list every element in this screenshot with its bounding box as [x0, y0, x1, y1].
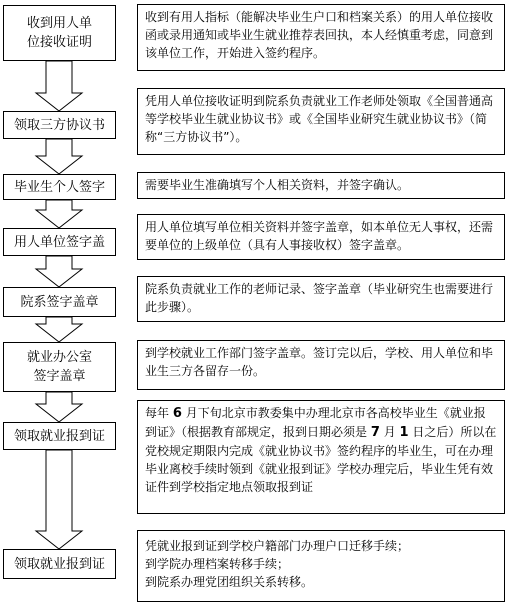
- flow-arrow-down-4: [36, 256, 82, 287]
- flow-arrow-down-3: [36, 200, 82, 228]
- flow-arrow-down-1: [36, 61, 82, 111]
- description-line: 到学院办理档案转移手续；: [145, 557, 290, 571]
- description-text: 月下旬北京市教委集中办理北京市各高校毕业生《就业报到证》（根据教育部规定，报到日期必须是: [145, 406, 486, 439]
- step-description-get-agreement: 凭用人单位接收证明到院系负责就业工作老师处领取《全国普通高等学校毕业生就业协议书》或《全国毕业研究生就业协议书》（简称“三方协议书”）。: [137, 88, 505, 155]
- flow-arrow-down-6: [36, 392, 82, 422]
- description-line: 凭就业报到证到学校户籍部门办理户口迁移手续；: [145, 539, 410, 553]
- step-description-employment-office-seal: 到学校就业工作部门签字盖章。签订完以后，学校、用人单位和毕业生三方各留存一份。: [137, 340, 505, 390]
- description-text: 月: [379, 425, 400, 439]
- flow-arrow-down-2: [36, 139, 82, 174]
- step-description-get-report-certificate: [137, 400, 505, 514]
- step-description-department-seal: 院系负责就业工作的老师记录、签字盖章（毕业研究生也需要进行此步骤）。: [137, 276, 505, 322]
- step-box-receive-certificate: 收到用人单 位接收证明: [3, 5, 116, 61]
- step-description-transfer-procedures: [137, 530, 505, 602]
- step-description-receive-certificate: 收到有用人指标（能解决毕业生户口和档案关系）的用人单位接收函或录用通知或毕业生就业推荐表回执，本人经慎重考虑，同意到该单位工作，开始进入签约程序。: [137, 4, 505, 71]
- description-text: 日之后）所以在党校规定期限内完成《就业协议书》签约程序的毕业生，可在办理毕业离校手续时领到《就业报到证》学校办理完后，毕业生凭有效证件到学校指定地点领取报到证: [145, 425, 497, 494]
- emphasized-number: 7: [370, 425, 380, 440]
- flow-arrow-down-7: [36, 450, 82, 549]
- emphasized-number: 6: [172, 406, 182, 421]
- step-box-graduate-sign: 毕业生个人签字: [3, 174, 116, 200]
- step-box-employment-office-seal: 就业办公室 签字盖章: [3, 342, 116, 392]
- flow-arrow-down-5: [36, 317, 82, 342]
- step-box-get-report-certificate-final: 领取就业报到证: [3, 549, 116, 579]
- step-box-get-report-certificate: 领取就业报到证: [3, 422, 116, 450]
- step-description-employer-sign: 用人单位填写单位相关资料并签字盖章，如本单位无人事权，还需要单位的上级单位（具有人事接收权）签字盖章。: [137, 214, 505, 260]
- step-description-graduate-sign: 需要毕业生准确填写个人相关资料，并签字确认。: [137, 172, 505, 199]
- step-box-employer-sign: 用人单位签字盖: [3, 228, 116, 256]
- description-text: 每年: [145, 406, 173, 420]
- description-line: 到院系办理党团组织关系转移。: [145, 575, 314, 589]
- step-box-get-agreement: 领取三方协议书: [3, 111, 116, 139]
- step-box-department-seal: 院系签字盖章: [3, 287, 116, 317]
- emphasized-number: 1: [399, 425, 409, 440]
